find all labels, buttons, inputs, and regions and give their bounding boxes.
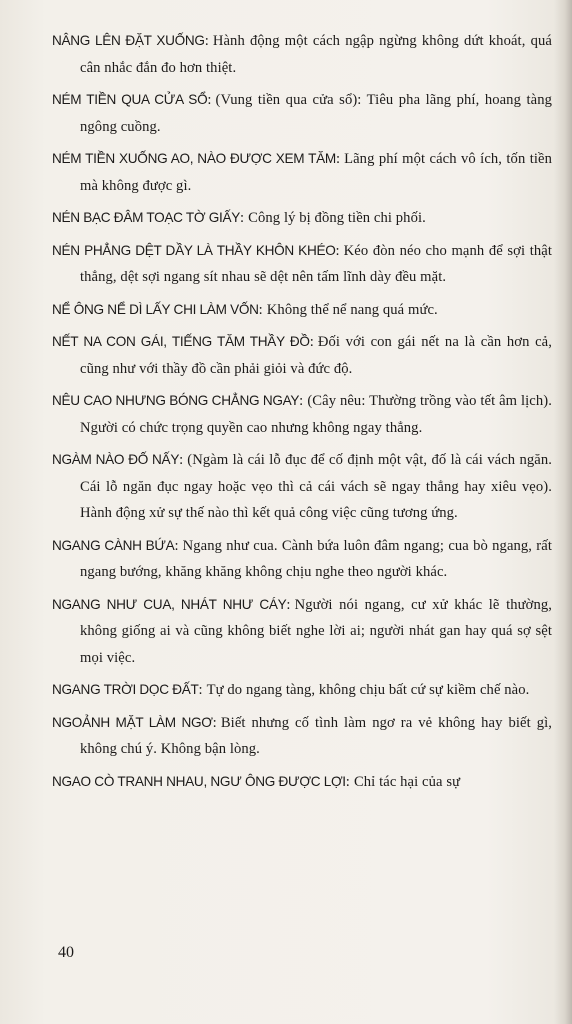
entry-headword: NÂNG LÊN ĐẶT XUỐNG xyxy=(52,33,205,48)
entry-definition: (Ngàm là cái lỗ đục để cố định một vật, đố là cái vách ngăn. Cái lỗ ngăn đục ngay hoặc vẹo thì cả cái vách sẽ ngay thẳng hay xiêu vẹo). Hành động xử sự thế nào thì kết quả công việc cũng tương ứng. xyxy=(80,452,552,521)
dictionary-entries xyxy=(52,28,552,801)
entry-definition: Không thể nể nang quá mức. xyxy=(266,301,438,318)
entry-definition: Lãng phí một cách vô ích, tốn tiền mà không được gì. xyxy=(80,151,552,194)
entry: NGANG CÀNH BỨA: Ngang như cua. Cành bứa luôn đâm ngang; cua bò ngang, rất ngang bướng, khăng khăng không chịu nghe theo người khác. xyxy=(52,537,552,580)
entry-headword: NGANG CÀNH BỨA xyxy=(52,537,175,553)
entry-definition: (Cây nêu: Thường trồng vào tết âm lịch). Người có chức trọng quyền cao nhưng không ngay thẳng. xyxy=(80,393,552,436)
entry-headword: NÉM TIỀN QUA CỬA SỔ xyxy=(52,92,208,107)
entry: NÉM TIỀN QUA CỬA SỔ: (Vung tiền qua cửa sổ): Tiêu pha lãng phí, hoang tàng ngông cuồng. xyxy=(52,92,552,135)
entry-headword: NGOẢNH MẶT LÀM NGƠ xyxy=(52,714,213,730)
page-number: 40 xyxy=(58,944,74,961)
entry: NGÀM NÀO ĐỐ NẤY: (Ngàm là cái lỗ đục để cố định một vật, đố là cái vách ngăn. Cái lỗ ngăn đục ngay hoặc vẹo thì cả cái vách sẽ ngay thẳng hay xiêu vẹo). Hành động xử sự thế nào thì kết quả công việc cũng tương ứng. xyxy=(52,452,552,521)
entry: NGANG TRỜI DỌC ĐẤT: Tự do ngang tàng, không chịu bất cứ sự kiềm chế nào. xyxy=(52,682,530,698)
entry-headword: NGANG TRỜI DỌC ĐẤT xyxy=(52,682,199,697)
entry-definition: Hành động một cách ngập ngừng không dứt khoát, quá cân nhắc đắn đo hơn thiệt. xyxy=(80,33,552,76)
entry-headword: NÉN PHẲNG DỆT DẦY LÀ THẦY KHÔN KHÉO xyxy=(52,242,336,258)
entry-headword: NÉN BẠC ĐÂM TOẠC TỜ GIẤY xyxy=(52,210,241,225)
entry-definition: (Vung tiền qua cửa sổ): Tiêu pha lãng phí, hoang tàng ngông cuồng. xyxy=(80,92,552,135)
page-edge-shadow xyxy=(554,0,572,1024)
entry: NGAO CÒ TRANH NHAU, NGƯ ÔNG ĐƯỢC LỢI: Chỉ tác hại của sự xyxy=(52,773,461,790)
entry-definition: Ngang như cua. Cành bứa luôn đâm ngang; cua bò ngang, rất ngang bướng, khăng khăng không chịu nghe theo người khác. xyxy=(80,537,552,580)
entry-headword: NỂ ÔNG NỂ DÌ LẤY CHI LÀM VỐN xyxy=(52,301,259,317)
entry-definition: Tự do ngang tàng, không chịu bất cứ sự kiềm chế nào. xyxy=(206,682,530,698)
entry-headword: NÉM TIỀN XUỐNG AO, NÀO ĐƯỢC XEM TĂM xyxy=(52,151,336,166)
entry-headword: NGAO CÒ TRANH NHAU, NGƯ ÔNG ĐƯỢC LỢI xyxy=(52,773,346,789)
entry: NÉM TIỀN XUỐNG AO, NÀO ĐƯỢC XEM TĂM: Lãng phí một cách vô ích, tốn tiền mà không được gì. xyxy=(52,151,552,194)
entry: NÉN PHẲNG DỆT DẦY LÀ THẦY KHÔN KHÉO: Kéo đòn néo cho mạnh để sợi thật thẳng, dệt sợi ngang sít nhau sẽ dệt nên tấm lĩnh dày đều mặt. xyxy=(52,242,552,285)
entry: NÂNG LÊN ĐẶT XUỐNG: Hành động một cách ngập ngừng không dứt khoát, quá cân nhắc đắn đo hơn thiệt. xyxy=(52,33,552,76)
entry: NGANG NHƯ CUA, NHÁT NHƯ CÁY: Người nói ngang, cư xử khác lẽ thường, không giống ai và cũng không biết nghe lời ai; người nhát gan hay quá sợ sệt mọi việc. xyxy=(52,596,552,666)
entry-headword: NGANG NHƯ CUA, NHÁT NHƯ CÁY xyxy=(52,596,287,612)
entry: NÊU CAO NHƯNG BÓNG CHẲNG NGAY: (Cây nêu: Thường trồng vào tết âm lịch). Người có chức trọng quyền cao nhưng không ngay thẳng. xyxy=(52,393,552,436)
entry-definition: Đối với con gái nết na là cần hơn cả, cũng như với thầy đồ cần phải giỏi và đức độ. xyxy=(80,334,552,377)
entry: NỂ ÔNG NỂ DÌ LẤY CHI LÀM VỐN: Không thể nể nang quá mức. xyxy=(52,301,438,318)
entry: NGOẢNH MẶT LÀM NGƠ: Biết nhưng cố tình làm ngơ ra vẻ không hay biết gì, không chú ý. Không bận lòng. xyxy=(52,714,552,757)
entry-definition: Chỉ tác hại của sự xyxy=(353,773,461,790)
entry-definition: Công lý bị đồng tiền chi phối. xyxy=(248,210,426,226)
entry: NÉN BẠC ĐÂM TOẠC TỜ GIẤY: Công lý bị đồng tiền chi phối. xyxy=(52,210,426,226)
entry-definition: Người nói ngang, cư xử khác lẽ thường, không giống ai và cũng không biết nghe lời ai; người nhát gan hay quá sợ sệt mọi việc. xyxy=(80,596,552,666)
entry-definition: Biết nhưng cố tình làm ngơ ra vẻ không hay biết gì, không chú ý. Không bận lòng. xyxy=(80,714,552,757)
entry-headword: NẾT NA CON GÁI, TIẾNG TĂM THẦY ĐỒ xyxy=(52,334,310,349)
entry-headword: NÊU CAO NHƯNG BÓNG CHẲNG NGAY xyxy=(52,393,300,408)
entry-definition: Kéo đòn néo cho mạnh để sợi thật thẳng, dệt sợi ngang sít nhau sẽ dệt nên tấm lĩnh dày đều mặt. xyxy=(80,242,552,285)
entry-headword: NGÀM NÀO ĐỐ NẤY xyxy=(52,452,180,467)
entry: NẾT NA CON GÁI, TIẾNG TĂM THẦY ĐỒ: Đối với con gái nết na là cần hơn cả, cũng như với thầy đồ cần phải giỏi và đức độ. xyxy=(52,334,552,377)
